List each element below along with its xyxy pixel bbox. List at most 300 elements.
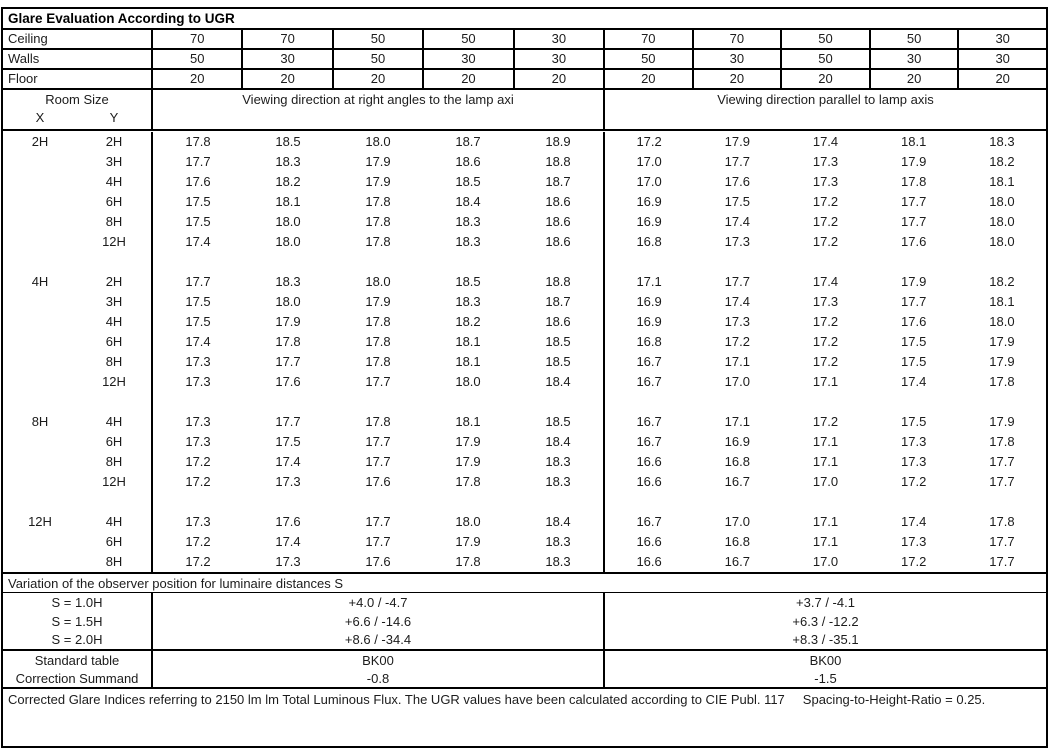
variation-row	[3, 612, 1046, 631]
ugr-value-cell: 18.3	[989, 134, 1015, 149]
ugr-row-labels	[3, 192, 153, 212]
footer-note	[3, 689, 1046, 746]
room-x-value	[3, 552, 77, 572]
ugr-value-cell: 18.3	[545, 554, 571, 569]
ugr-right-group	[603, 552, 1046, 572]
ugr-row	[3, 152, 1046, 172]
ugr-value-cell: 18.8	[545, 154, 571, 169]
ugr-value-cell: 17.7	[989, 454, 1015, 469]
room-x-value	[3, 352, 77, 372]
surface-value-cell: 20	[189, 71, 205, 86]
ugr-value-cell: 18.0	[989, 194, 1015, 209]
ugr-value-cell: 17.8	[901, 174, 927, 189]
ugr-value-cell: 18.2	[989, 154, 1015, 169]
ugr-value-cell: 17.2	[812, 314, 839, 329]
ugr-value-cell: 17.9	[365, 294, 391, 309]
ugr-value-cell: 16.6	[636, 454, 662, 469]
surface-right-group	[603, 30, 1046, 48]
ugr-row-labels	[3, 452, 153, 472]
ugr-value-cell: 18.0	[275, 294, 301, 309]
room-y-value: 4H	[105, 414, 123, 429]
ugr-row-labels	[3, 512, 153, 532]
ugr-value-cell: 18.4	[455, 194, 481, 209]
ugr-value-cell: 17.7	[901, 294, 927, 309]
room-x-value: 4H	[31, 274, 49, 289]
room-x-value	[3, 312, 77, 332]
ugr-value-cell: 17.2	[812, 194, 839, 209]
room-y-value: 8H	[105, 454, 123, 469]
ugr-row-labels	[3, 552, 153, 572]
ugr-left-group	[153, 372, 603, 392]
ugr-value-cell: 16.9	[724, 434, 750, 449]
ugr-right-group	[603, 292, 1046, 312]
ugr-value-cell: 16.7	[636, 514, 662, 529]
room-y-value: 2H	[105, 274, 123, 289]
ugr-value-cell: 18.0	[455, 374, 481, 389]
variation-row	[3, 593, 1046, 612]
ugr-value-cell: 17.2	[901, 554, 927, 569]
room-x-value: 12H	[28, 514, 52, 529]
surface-value-cell: 50	[422, 30, 512, 48]
ugr-left-group	[153, 432, 603, 452]
ugr-value-cell: 17.0	[636, 154, 662, 169]
ugr-right-group	[603, 192, 1046, 212]
ugr-left-group	[153, 452, 603, 472]
ugr-value-cell: 17.2	[812, 354, 839, 369]
ugr-value-cell: 18.0	[365, 134, 391, 149]
ugr-value-cell: 17.4	[275, 454, 301, 469]
room-y-value: 8H	[105, 354, 123, 369]
ugr-value-cell: 16.9	[636, 294, 662, 309]
ugr-value-cell: 17.7	[365, 434, 391, 449]
ugr-value-cell: 18.1	[455, 334, 481, 349]
ugr-left-group	[153, 292, 603, 312]
ugr-value-cell: 18.3	[545, 534, 571, 549]
ugr-value-cell: 16.8	[636, 334, 662, 349]
summary-row-label: Standard table	[3, 651, 153, 669]
room-x-value	[3, 332, 77, 352]
spacer-left	[153, 392, 603, 412]
surface-value-cell: 20	[869, 70, 958, 88]
ugr-value-cell: 18.0	[989, 234, 1015, 249]
ugr-value-cell: 17.6	[275, 514, 301, 529]
ugr-value-cell: 17.1	[812, 454, 839, 469]
ugr-row	[3, 232, 1046, 252]
table-header-row	[3, 90, 1046, 131]
ugr-row	[3, 552, 1046, 572]
ugr-value-cell: 18.3	[455, 214, 481, 229]
ugr-right-group	[603, 352, 1046, 372]
surface-value-cell: 30	[513, 30, 603, 48]
variation-row-left-value: +8.6 / -34.4	[344, 632, 412, 648]
ugr-row	[3, 272, 1046, 292]
surface-value-cell: 20	[957, 70, 1046, 88]
ugr-value-cell: 17.4	[724, 214, 750, 229]
surface-value-cell: 20	[332, 70, 422, 88]
ugr-row-labels	[3, 432, 153, 452]
surface-value-cell: 30	[869, 50, 958, 68]
room-x-value	[3, 452, 77, 472]
ugr-value-cell: 17.7	[901, 214, 927, 229]
ugr-value-cell: 17.0	[724, 514, 750, 529]
ugr-left-group	[153, 312, 603, 332]
spacer-row	[3, 392, 1046, 412]
ugr-value-cell: 17.5	[901, 334, 927, 349]
ugr-value-cell: 17.8	[989, 434, 1015, 449]
ugr-value-cell: 17.5	[185, 294, 211, 309]
ugr-row-labels	[3, 232, 153, 252]
ugr-value-cell: 17.3	[901, 454, 927, 469]
ugr-value-cell: 16.7	[636, 374, 662, 389]
ugr-value-cell: 17.3	[901, 434, 927, 449]
ugr-left-group	[153, 472, 603, 492]
surface-value-cell: 20	[692, 70, 781, 88]
ugr-value-cell: 17.9	[989, 354, 1015, 369]
ugr-left-group	[153, 532, 603, 552]
ugr-left-group	[153, 132, 603, 152]
ugr-right-group	[603, 152, 1046, 172]
summary-row-left-value: BK00	[362, 652, 394, 668]
ugr-value-cell: 17.4	[901, 374, 927, 389]
ugr-value-cell: 18.1	[901, 134, 927, 149]
ugr-value-cell: 18.2	[989, 274, 1015, 289]
ugr-value-cell: 17.3	[185, 374, 211, 389]
room-y-value: 6H	[105, 334, 123, 349]
ugr-value-cell: 18.5	[545, 354, 571, 369]
ugr-row	[3, 432, 1046, 452]
variation-row-right-value: +6.3 / -12.2	[603, 612, 1046, 631]
ugr-value-cell: 17.7	[365, 374, 391, 389]
ugr-value-cell: 18.4	[545, 514, 571, 529]
ugr-value-cell: 18.8	[545, 274, 571, 289]
ugr-value-cell: 16.7	[724, 554, 750, 569]
ugr-value-cell: 18.1	[455, 354, 481, 369]
ugr-right-group	[603, 412, 1046, 432]
ugr-row-labels	[3, 212, 153, 232]
ugr-value-cell: 17.3	[901, 534, 927, 549]
ugr-left-group	[153, 352, 603, 372]
ugr-value-cell: 17.3	[275, 474, 301, 489]
ugr-value-cell: 17.1	[636, 274, 662, 289]
ugr-right-group	[603, 512, 1046, 532]
ugr-value-cell: 17.3	[185, 354, 211, 369]
ugr-left-group	[153, 192, 603, 212]
ugr-value-cell: 17.9	[989, 334, 1015, 349]
ugr-row-labels	[3, 472, 153, 492]
ugr-value-cell: 17.3	[812, 154, 839, 169]
room-y-value: 4H	[105, 314, 123, 329]
ugr-value-cell: 17.8	[365, 194, 391, 209]
surface-value-cell: 50	[641, 51, 656, 66]
ugr-value-cell: 17.7	[724, 154, 750, 169]
surface-left-group	[153, 30, 603, 48]
ugr-value-cell: 16.6	[636, 554, 662, 569]
ugr-value-cell: 17.9	[989, 414, 1015, 429]
room-x-value	[3, 292, 77, 312]
ugr-value-cell: 16.7	[636, 434, 662, 449]
ugr-value-cell: 18.6	[455, 154, 481, 169]
ugr-value-cell: 17.4	[812, 274, 839, 289]
ugr-value-cell: 17.8	[455, 474, 481, 489]
ugr-value-cell: 17.1	[724, 354, 750, 369]
ugr-right-group	[603, 472, 1046, 492]
ugr-value-cell: 17.9	[365, 174, 391, 189]
ugr-value-cell: 17.3	[724, 314, 750, 329]
variation-row-label: S = 2.0H	[3, 630, 153, 649]
summary-row	[3, 669, 1046, 687]
ugr-value-cell: 17.7	[275, 414, 301, 429]
ugr-row-labels	[3, 152, 153, 172]
ugr-row-labels	[3, 292, 153, 312]
ugr-value-cell: 17.5	[185, 214, 211, 229]
ugr-value-cell: 17.8	[455, 554, 481, 569]
ugr-value-cell: 17.5	[901, 354, 927, 369]
ugr-value-cell: 17.1	[812, 434, 839, 449]
ugr-value-cell: 17.6	[365, 474, 391, 489]
ugr-value-cell: 17.0	[812, 474, 839, 489]
ugr-value-cell: 17.3	[185, 414, 211, 429]
room-x-value	[3, 172, 77, 192]
room-y-value: 6H	[105, 434, 123, 449]
surface-row	[3, 30, 1046, 50]
variation-row-left-value: +4.0 / -4.7	[348, 594, 408, 610]
surface-value-cell: 20	[780, 70, 869, 88]
ugr-value-cell: 18.0	[275, 234, 301, 249]
variation-row	[3, 630, 1046, 649]
surface-reflectance-section	[3, 30, 1046, 90]
ugr-value-cell: 17.8	[365, 334, 391, 349]
ugr-value-cell: 17.2	[636, 134, 662, 149]
ugr-right-group	[603, 232, 1046, 252]
ugr-value-cell: 16.7	[636, 414, 662, 429]
x-column-label: X	[35, 110, 45, 125]
ugr-value-cell: 18.9	[545, 134, 571, 149]
surface-right-group	[603, 70, 1046, 88]
ugr-value-cell: 18.0	[989, 314, 1015, 329]
ugr-value-cell: 16.7	[724, 474, 750, 489]
spacer-right	[603, 492, 1046, 512]
ugr-row	[3, 372, 1046, 392]
ugr-row-labels	[3, 312, 153, 332]
ugr-value-cell: 17.3	[724, 234, 750, 249]
ugr-value-cell: 18.0	[365, 274, 391, 289]
ugr-value-cell: 17.8	[365, 234, 391, 249]
ugr-value-cell: 16.8	[724, 534, 750, 549]
ugr-value-cell: 17.7	[989, 554, 1015, 569]
ugr-value-cell: 17.0	[812, 554, 839, 569]
spacer-labels	[3, 392, 153, 412]
summary-row-left-value: -0.8	[366, 670, 390, 686]
ugr-value-cell: 17.8	[185, 134, 211, 149]
ugr-row	[3, 312, 1046, 332]
ugr-value-cell: 18.0	[455, 514, 481, 529]
ugr-value-cell: 17.9	[365, 154, 391, 169]
ugr-value-cell: 17.3	[812, 294, 839, 309]
ugr-value-cell: 17.9	[455, 534, 481, 549]
surface-left-group	[153, 50, 603, 68]
ugr-left-group	[153, 332, 603, 352]
ugr-value-cell: 16.8	[636, 234, 662, 249]
ugr-value-cell: 17.4	[901, 514, 927, 529]
room-x-value	[3, 212, 77, 232]
ugr-value-cell: 17.4	[724, 294, 750, 309]
ugr-left-group	[153, 212, 603, 232]
ugr-row-labels	[3, 412, 153, 432]
ugr-value-cell: 18.0	[275, 214, 301, 229]
ugr-value-cell: 18.1	[989, 174, 1015, 189]
ugr-value-cell: 18.3	[275, 154, 301, 169]
room-y-value: 8H	[105, 554, 123, 569]
room-y-value: 12H	[102, 474, 126, 489]
room-y-value: 3H	[105, 154, 123, 169]
ugr-value-cell: 16.6	[636, 474, 662, 489]
ugr-value-cell: 18.3	[455, 294, 481, 309]
ugr-row	[3, 292, 1046, 312]
observer-variation-section	[3, 593, 1046, 649]
surface-row	[3, 50, 1046, 70]
spacer-row	[3, 492, 1046, 512]
ugr-value-cell: 17.6	[724, 174, 750, 189]
ugr-value-cell: 17.7	[989, 474, 1015, 489]
ugr-value-cell: 17.3	[275, 554, 301, 569]
spacer-right	[603, 252, 1046, 272]
spacer-labels	[3, 252, 153, 272]
ugr-value-cell: 17.6	[275, 374, 301, 389]
variation-title-row	[3, 572, 1046, 593]
ugr-value-cell: 18.7	[545, 294, 571, 309]
table-title-row	[3, 9, 1046, 30]
room-y-value: 2H	[105, 134, 123, 149]
surface-value-cell: 70	[189, 31, 205, 46]
variation-title: Variation of the observer position for luminaire distances S	[8, 575, 344, 591]
ugr-value-cell: 17.1	[724, 414, 750, 429]
ugr-value-cell: 16.8	[724, 454, 750, 469]
ugr-value-cell: 18.3	[545, 474, 571, 489]
ugr-value-cell: 17.8	[365, 314, 391, 329]
surface-left-group	[153, 70, 603, 88]
ugr-value-cell: 16.9	[636, 194, 662, 209]
ugr-value-cell: 17.5	[185, 194, 211, 209]
ugr-left-group	[153, 412, 603, 432]
ugr-value-cell: 17.5	[185, 314, 211, 329]
ugr-value-cell: 17.7	[365, 514, 391, 529]
y-column-label: Y	[109, 110, 119, 125]
room-x-value	[3, 472, 77, 492]
ugr-left-group	[153, 152, 603, 172]
surface-value-cell: 50	[189, 51, 205, 66]
room-y-value: 6H	[105, 194, 123, 209]
ugr-value-cell: 17.4	[812, 134, 839, 149]
ugr-row-labels	[3, 352, 153, 372]
footer-note-ratio: Spacing-to-Height-Ratio = 0.25.	[802, 692, 986, 707]
ugr-value-cell: 17.2	[812, 234, 839, 249]
ugr-value-cell: 17.8	[365, 414, 391, 429]
spacer-right	[603, 392, 1046, 412]
ugr-row	[3, 512, 1046, 532]
ugr-right-group	[603, 332, 1046, 352]
ugr-row	[3, 472, 1046, 492]
ugr-row	[3, 352, 1046, 372]
summary-row-label: Correction Summand	[3, 669, 153, 687]
viewing-direction-right-angles-header: Viewing direction at right angles to the lamp axi	[242, 92, 514, 107]
ugr-value-cell: 17.2	[185, 534, 211, 549]
variation-row-right-value: +8.3 / -35.1	[603, 630, 1046, 649]
ugr-value-cell: 18.6	[545, 314, 571, 329]
ugr-value-cell: 18.1	[989, 294, 1015, 309]
surface-value-cell: 50	[332, 30, 422, 48]
room-size-xy-row	[3, 110, 151, 129]
ugr-right-group	[603, 432, 1046, 452]
surface-row	[3, 70, 1046, 90]
ugr-value-cell: 17.7	[275, 354, 301, 369]
ugr-value-cell: 17.9	[455, 454, 481, 469]
surface-value-cell: 70	[641, 31, 656, 46]
room-size-header-cell	[3, 90, 153, 129]
ugr-row-labels	[3, 332, 153, 352]
ugr-value-cell: 17.1	[812, 514, 839, 529]
ugr-row-labels	[3, 172, 153, 192]
room-y-value: 4H	[105, 174, 123, 189]
ugr-value-cell: 17.3	[185, 514, 211, 529]
ugr-right-group	[603, 272, 1046, 292]
ugr-value-cell: 17.8	[275, 334, 301, 349]
surface-value-cell: 30	[513, 50, 603, 68]
room-x-value	[3, 532, 77, 552]
ugr-row-labels	[3, 372, 153, 392]
room-x-value	[3, 152, 77, 172]
ugr-left-group	[153, 512, 603, 532]
ugr-value-cell: 18.3	[545, 454, 571, 469]
ugr-value-cell: 18.1	[275, 194, 301, 209]
ugr-value-cell: 17.5	[275, 434, 301, 449]
ugr-value-cell: 18.5	[545, 334, 571, 349]
room-x-value	[3, 232, 77, 252]
ugr-value-cell: 18.3	[455, 234, 481, 249]
ugr-value-cell: 17.5	[724, 194, 750, 209]
ugr-left-group	[153, 552, 603, 572]
spacer-left	[153, 252, 603, 272]
ugr-value-cell: 17.9	[901, 154, 927, 169]
ugr-value-cell: 18.0	[989, 214, 1015, 229]
surface-value-cell: 70	[692, 30, 781, 48]
ugr-right-group	[603, 452, 1046, 472]
room-y-value: 4H	[105, 514, 123, 529]
ugr-value-cell: 17.2	[185, 554, 211, 569]
ugr-value-cell: 17.2	[185, 454, 211, 469]
ugr-row	[3, 452, 1046, 472]
ugr-value-cell: 17.7	[989, 534, 1015, 549]
footer-note-main: Corrected Glare Indices referring to 2150 lm lm Total Luminous Flux. The UGR values have been calculated according to CIE Publ. 117	[8, 692, 785, 707]
ugr-value-cell: 17.4	[185, 234, 211, 249]
surface-value-cell: 20	[241, 70, 331, 88]
room-y-value: 12H	[102, 374, 126, 389]
room-x-value	[3, 192, 77, 212]
ugr-row	[3, 412, 1046, 432]
ugr-value-cell: 17.1	[812, 534, 839, 549]
ugr-value-cell: 18.4	[545, 374, 571, 389]
ugr-value-cell: 16.7	[636, 354, 662, 369]
ugr-value-cell: 18.5	[455, 174, 481, 189]
room-size-label: Room Size	[45, 92, 109, 107]
viewing-direction-parallel-header: Viewing direction parallel to lamp axis	[603, 90, 1046, 129]
ugr-value-cell: 17.2	[724, 334, 750, 349]
variation-row-label: S = 1.5H	[3, 612, 153, 631]
ugr-value-cell: 16.9	[636, 314, 662, 329]
ugr-right-group	[603, 532, 1046, 552]
summary-row	[3, 651, 1046, 669]
ugr-row	[3, 132, 1046, 152]
ugr-value-cell: 18.6	[545, 194, 571, 209]
